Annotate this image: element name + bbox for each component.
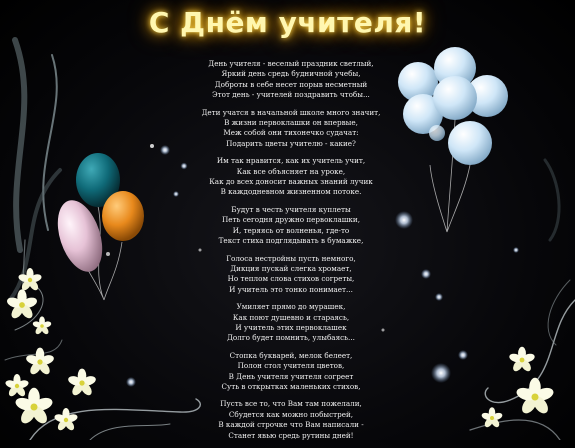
poem-line: Голоса нестройны пусть немного, xyxy=(226,253,356,263)
poem-line: Этот день - учителей поздравить чтобы... xyxy=(212,90,370,100)
poem-line: Меж собой они тихонечко судачат: xyxy=(223,128,359,138)
poem-line: Дикция пускай слегка хромает, xyxy=(230,263,352,273)
poem-stanza xyxy=(180,302,402,344)
left-swirls xyxy=(5,40,200,440)
poem-stanza xyxy=(180,108,402,150)
poem-line: Подарить цветы учителю - какие? xyxy=(226,138,356,148)
poem-line: В жизни первоклашки он впервые, xyxy=(224,118,358,128)
poem-line: Сбудется как можно побыстрей, xyxy=(228,409,354,419)
poem-stanza xyxy=(180,351,402,393)
poem-line: Как все объясняет на уроке, xyxy=(236,166,346,176)
poem-line: Суть в открытках маленьких стихов, xyxy=(221,381,361,391)
poem-line: Но теплом слова стихов согреты, xyxy=(227,274,355,284)
poem xyxy=(180,59,402,448)
poem-line: Стопка букварей, мелок белеет, xyxy=(229,350,353,360)
card-title: С Днём учителя! xyxy=(148,6,427,39)
poem-line: В каждодневном жизненном потоке. xyxy=(220,187,362,197)
poem-line: И учитель это тонко понимает... xyxy=(229,284,353,294)
poem-line: Станет явью средь рутины дней! xyxy=(228,430,354,440)
poem-stanza xyxy=(180,205,402,247)
poem-line: День учителя - веселый праздник светлый, xyxy=(208,59,374,68)
poem-line: И, теряясь от волненья, где-то xyxy=(232,225,350,235)
right-balloon-cluster xyxy=(398,47,508,232)
balloon-pink xyxy=(50,195,111,278)
left-balloons xyxy=(50,153,144,300)
poem-line: Умиляет прямо до мурашек, xyxy=(236,302,346,312)
poem-stanza xyxy=(180,59,402,101)
poem-line: Петь сегодня дружно первоклашки, xyxy=(222,215,360,225)
poem-line: Пусть все то, что Вам там пожелали, xyxy=(220,399,362,409)
left-flowers xyxy=(4,268,97,432)
poem-stanza xyxy=(180,254,402,296)
poem-line: Будут в честь учителя куплеты xyxy=(231,204,351,214)
poem-line: Полон стол учителя цветов, xyxy=(237,361,345,371)
poem-line: И учитель этих первоклашек xyxy=(235,322,347,332)
poem-line: Как поют душевно и стараясь, xyxy=(232,312,350,322)
poem-line: В День учителя учителя согреет xyxy=(228,371,354,381)
poem-stanza xyxy=(180,156,402,198)
poem-line: Доброты в себе несет порыв несметный xyxy=(214,79,368,89)
poem-line: Им так нравится, как их учитель учит, xyxy=(216,156,366,166)
poem-line: Долго будет помнить, улыбаясь... xyxy=(227,333,355,343)
right-flowers xyxy=(481,347,555,429)
poem-line: Яркий день средь будничной учебы, xyxy=(221,69,361,79)
poem-line: Как до всех доносит важных знаний лучик xyxy=(209,177,373,187)
poem-line: В каждой строчке что Вам написали - xyxy=(218,420,364,430)
poem-line: Дети учатся в начальной школе много значит, xyxy=(201,107,381,117)
poem-line: Текст стиха подглядывать в бумажке, xyxy=(218,236,364,246)
poem-stanza xyxy=(180,399,402,441)
balloon-orange xyxy=(102,191,144,241)
